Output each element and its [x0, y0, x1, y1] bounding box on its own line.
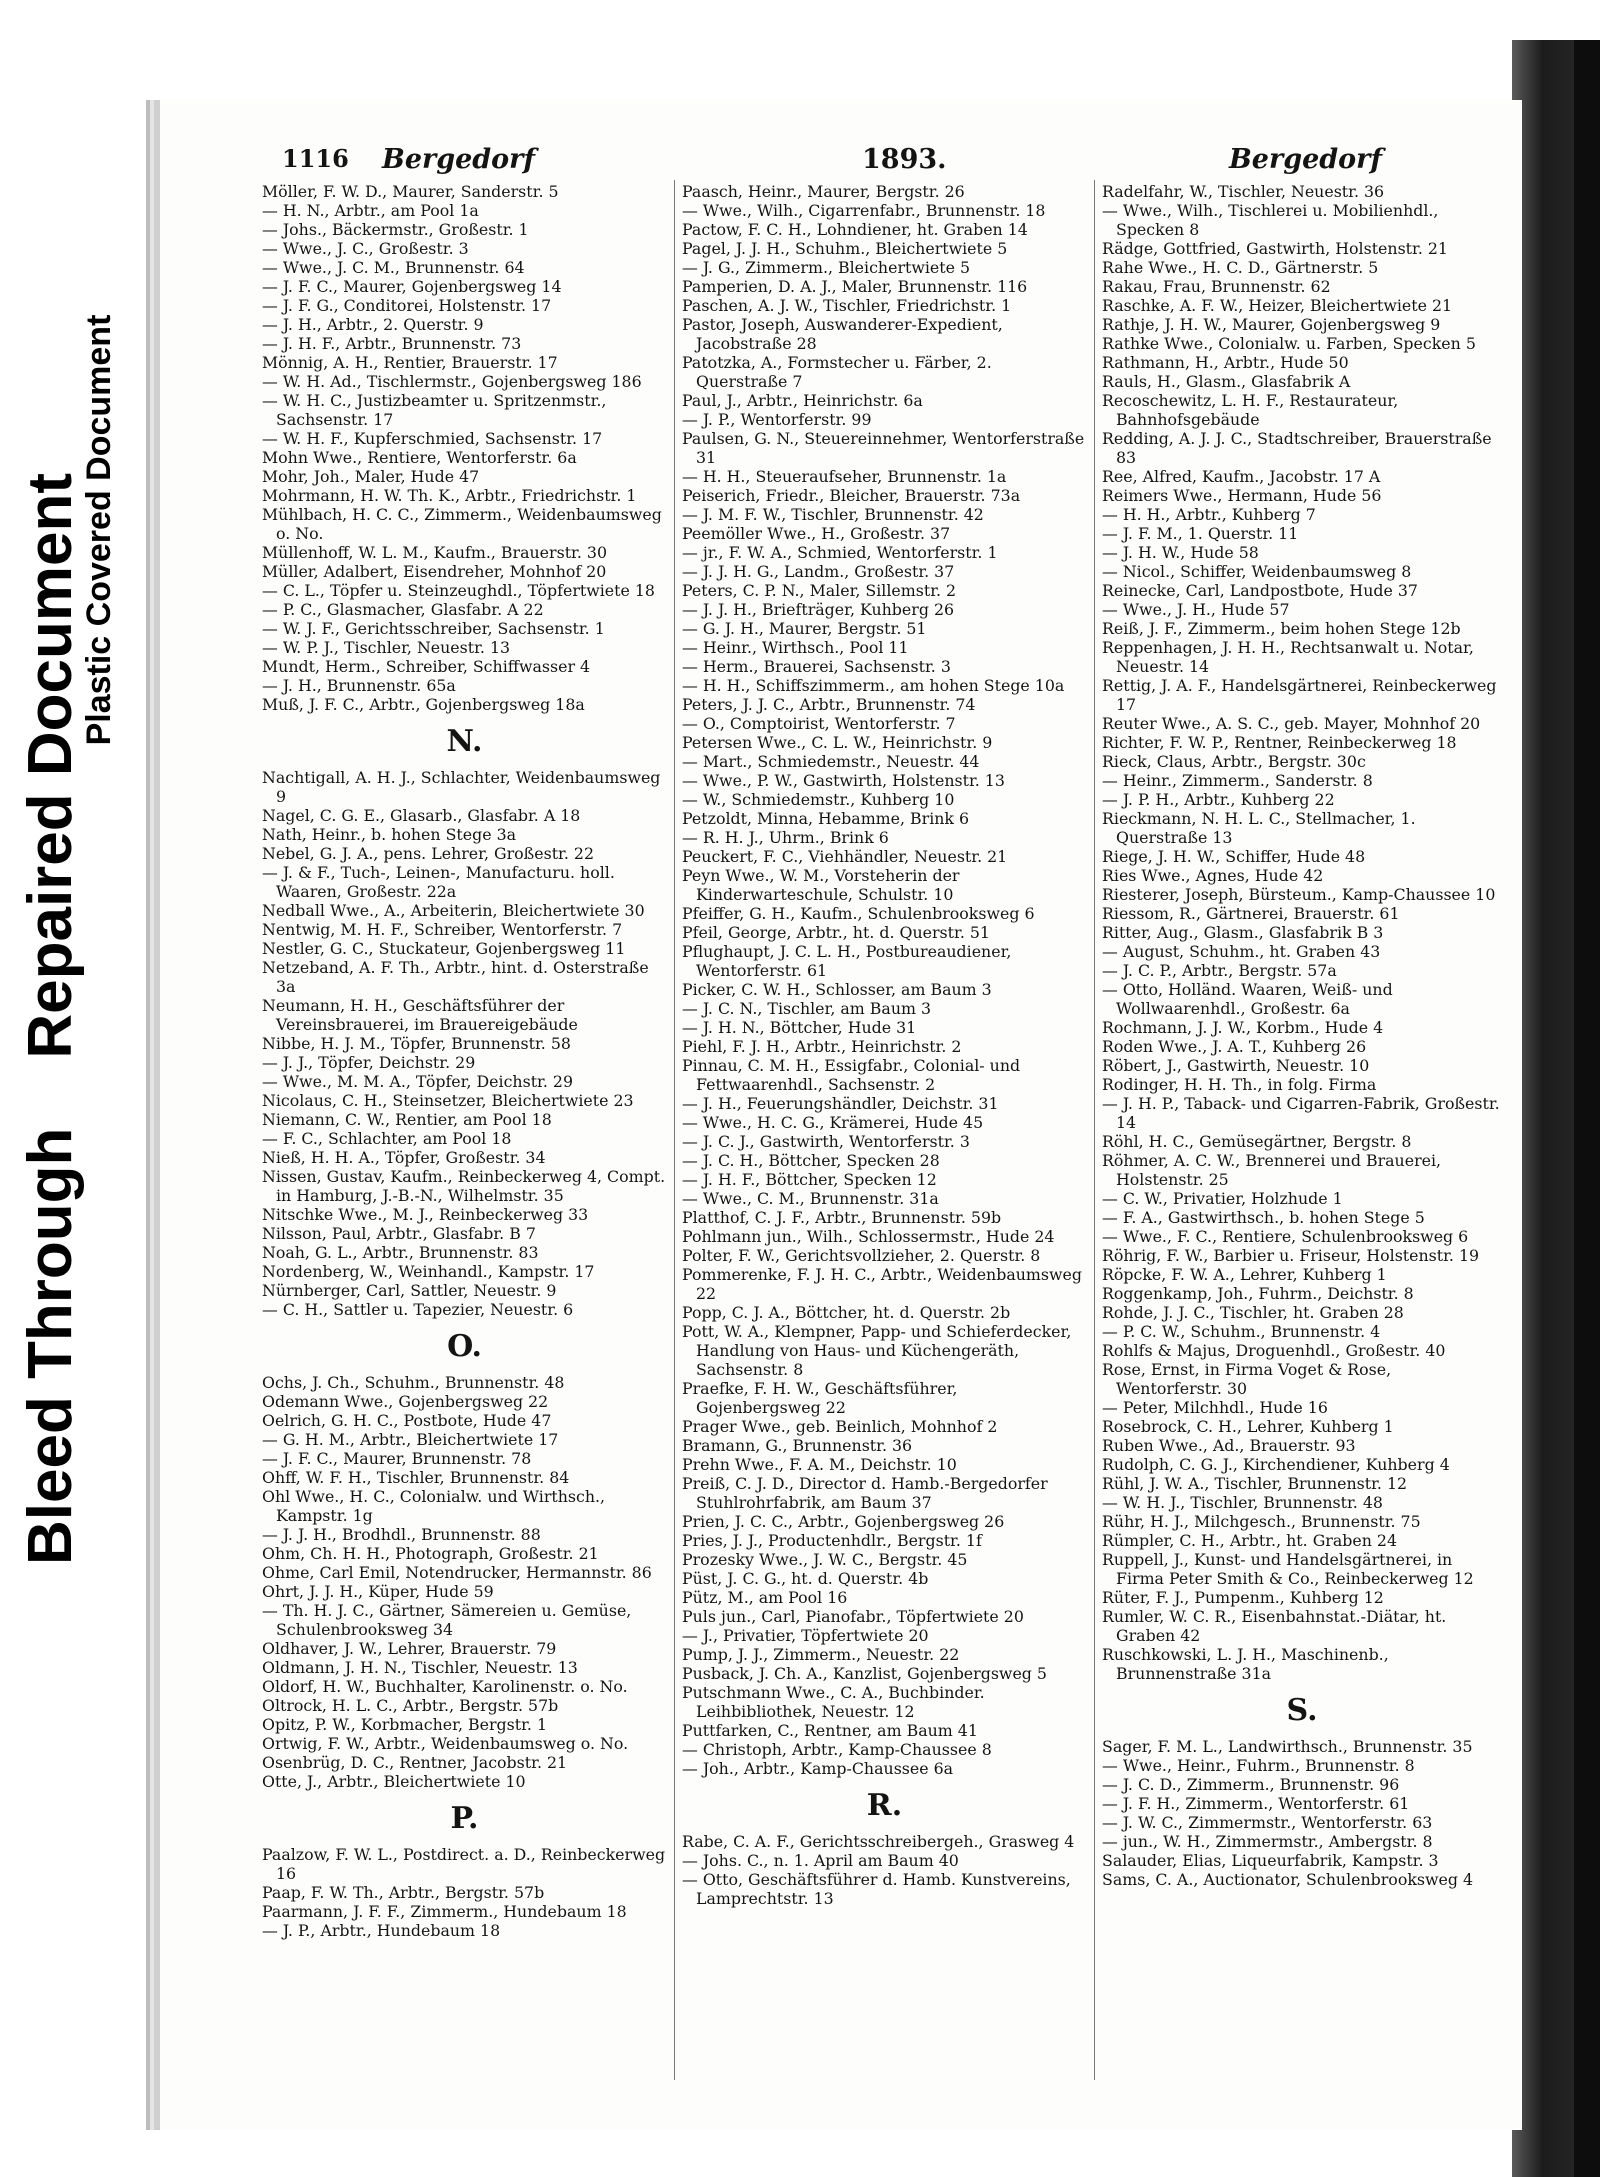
directory-entry: — Wwe., F. C., Rentiere, Schulenbrooksweg 6 — [1102, 1227, 1469, 1246]
directory-entry: Rodinger, H. H. Th., in folg. Firma — [1102, 1075, 1377, 1094]
directory-entry: Röbert, J., Gastwirth, Neuestr. 10 — [1102, 1056, 1370, 1075]
head-title-left: Bergedorf — [382, 144, 536, 175]
directory-entry: — J. C. H., Böttcher, Specken 28 — [682, 1151, 940, 1170]
directory-entry: — O., Comptoirist, Wentorferstr. 7 — [682, 714, 956, 733]
directory-entry: — C. L., Töpfer u. Steinzeughdl., Töpfertwiete 18 — [262, 581, 655, 600]
directory-entry: Rathmann, H., Arbtr., Hude 50 — [1102, 353, 1349, 372]
directory-entry: Niemann, C. W., Rentier, am Pool 18 — [262, 1110, 552, 1129]
directory-entry: Rohlfs & Majus, Droguenhdl., Großestr. 40 — [1102, 1341, 1446, 1360]
directory-entry: — Wwe., C. M., Brunnenstr. 31a — [682, 1189, 939, 1208]
directory-entry: Pinnau, C. M. H., Essigfabr., Colonial- und Fettwaarenhdl., Sachsenstr. 2 — [682, 1056, 1021, 1094]
directory-entry: Noah, G. L., Arbtr., Brunnenstr. 83 — [262, 1243, 539, 1262]
directory-entry: Paap, F. W. Th., Arbtr., Bergstr. 57b — [262, 1883, 545, 1902]
directory-entry: Reuter Wwe., A. S. C., geb. Mayer, Mohnhof 20 — [1102, 714, 1481, 733]
directory-entry: Muß, J. F. C., Arbtr., Gojenbergsweg 18a — [262, 695, 585, 714]
directory-entry: — P. C. W., Schuhm., Brunnenstr. 4 — [1102, 1322, 1381, 1341]
directory-entry: Redding, A. J. J. C., Stadtschreiber, Brauerstraße 83 — [1102, 429, 1492, 467]
directory-entry: Rühr, H. J., Milchgesch., Brunnenstr. 75 — [1102, 1512, 1421, 1531]
directory-entry: Patotzka, A., Formstecher u. Färber, 2. Querstraße 7 — [682, 353, 992, 391]
directory-entry: — Heinr., Zimmerm., Sanderstr. 8 — [1102, 771, 1373, 790]
section-letter: P. — [450, 1801, 479, 1836]
directory-entry: — W. H. Ad., Tischlermstr., Gojenbergsweg 186 — [262, 372, 642, 391]
page-number: 1116 — [282, 144, 349, 173]
directory-entry: Prozesky Wwe., J. W. C., Bergstr. 45 — [682, 1550, 968, 1569]
directory-entry: — Wwe., Wilh., Tischlerei u. Mobilienhdl., Specken 8 — [1102, 201, 1439, 239]
directory-entry: Peyn Wwe., W. M., Vorsteherin der Kinderwarteschule, Schulstr. 10 — [682, 866, 960, 904]
directory-entry: Nagel, C. G. E., Glasarb., Glasfabr. A 18 — [262, 806, 581, 825]
side-label-plastic: Plastic Covered Document — [80, 314, 118, 746]
directory-entry: Paschen, A. J. W., Tischler, Friedrichstr. 1 — [682, 296, 1012, 315]
directory-entry: Bramann, G., Brunnenstr. 36 — [682, 1436, 913, 1455]
directory-entry: Pott, W. A., Klempner, Papp- und Schieferdecker, Handlung von Haus- und Küchengeräth, Sachsenstr. 8 — [682, 1322, 1072, 1379]
directory-entry: — J. H. W., Hude 58 — [1102, 543, 1259, 562]
directory-entry: Preiß, C. J. D., Director d. Hamb.-Bergedorfer Stuhlrohrfabrik, am Baum 37 — [682, 1474, 1048, 1512]
directory-entry: — H. N., Arbtr., am Pool 1a — [262, 201, 479, 220]
directory-entry: Müller, Adalbert, Eisendreher, Mohnhof 20 — [262, 562, 607, 581]
directory-entry: — J. J. H. G., Landm., Großestr. 37 — [682, 562, 955, 581]
directory-entry: — J. C. D., Zimmerm., Brunnenstr. 96 — [1102, 1775, 1400, 1794]
directory-entry: Rumler, W. C. R., Eisenbahnstat.-Diätar, ht. Graben 42 — [1102, 1607, 1447, 1645]
directory-entry: Nicolaus, C. H., Steinsetzer, Bleichertwiete 23 — [262, 1091, 634, 1110]
directory-entry: Rathke Wwe., Colonialw. u. Farben, Specken 5 — [1102, 334, 1476, 353]
directory-entry: — P. C., Glasmacher, Glasfabr. A 22 — [262, 600, 544, 619]
directory-entry: Mohrmann, H. W. Th. K., Arbtr., Friedrichstr. 1 — [262, 486, 637, 505]
directory-entry: Reinecke, Carl, Landpostbote, Hude 37 — [1102, 581, 1418, 600]
directory-entry: Pusback, J. Ch. A., Kanzlist, Gojenbergsweg 5 — [682, 1664, 1047, 1683]
directory-entry: Paulsen, G. N., Steuereinnehmer, Wentorferstraße 31 — [682, 429, 1085, 467]
directory-entry: Riesterer, Joseph, Bürsteum., Kamp-Chaussee 10 — [1102, 885, 1496, 904]
directory-entry: Reimers Wwe., Hermann, Hude 56 — [1102, 486, 1382, 505]
directory-entry: Oelrich, G. H. C., Postbote, Hude 47 — [262, 1411, 552, 1430]
directory-entry: Prager Wwe., geb. Beinlich, Mohnhof 2 — [682, 1417, 998, 1436]
directory-entry: Ruschkowski, L. J. H., Maschinenb., Brunnenstraße 31a — [1102, 1645, 1389, 1683]
directory-entry: Nürnberger, Carl, Sattler, Neuestr. 9 — [262, 1281, 557, 1300]
directory-entry: Nieß, H. H. A., Töpfer, Großestr. 34 — [262, 1148, 546, 1167]
directory-entry: — W. J. F., Gerichtsschreiber, Sachsenstr. 1 — [262, 619, 605, 638]
directory-entry: Sager, F. M. L., Landwirthsch., Brunnenstr. 35 — [1102, 1737, 1473, 1756]
directory-entry: — R. H. J., Uhrm., Brink 6 — [682, 828, 889, 847]
directory-entry: Picker, C. W. H., Schlosser, am Baum 3 — [682, 980, 992, 999]
directory-entry: Rahe Wwe., H. C. D., Gärtnerstr. 5 — [1102, 258, 1379, 277]
directory-entry: Pactow, F. C. H., Lohndiener, ht. Graben 14 — [682, 220, 1028, 239]
directory-entry: Röhmer, A. C. W., Brennerei und Brauerei, Holstenstr. 25 — [1102, 1151, 1442, 1189]
directory-entry: — Wwe., Wilh., Cigarrenfabr., Brunnenstr. 18 — [682, 201, 1046, 220]
directory-entry: Nath, Heinr., b. hohen Stege 3a — [262, 825, 517, 844]
directory-entry: Recoschewitz, L. H. F., Restaurateur, Bahnhofsgebäude — [1102, 391, 1399, 429]
directory-entry: Mühlbach, H. C. C., Zimmerm., Weidenbaumsweg o. No. — [262, 505, 662, 543]
directory-entry: Netzeband, A. F. Th., Arbtr., hint. d. Osterstraße 3a — [262, 958, 649, 996]
scanner-shadow-edge — [1574, 40, 1600, 2177]
directory-entry: — Wwe., H. C. G., Krämerei, Hude 45 — [682, 1113, 984, 1132]
directory-entry: Sams, C. A., Auctionator, Schulenbrooksweg 4 — [1102, 1870, 1474, 1889]
directory-entry: — Peter, Milchhdl., Hude 16 — [1102, 1398, 1328, 1417]
directory-entry: Mohn Wwe., Rentiere, Wentorferstr. 6a — [262, 448, 577, 467]
directory-entry: Peters, C. P. N., Maler, Sillemstr. 2 — [682, 581, 957, 600]
directory-entry: Ruben Wwe., Ad., Brauerstr. 93 — [1102, 1436, 1356, 1455]
directory-entry: Ochs, J. Ch., Schuhm., Brunnenstr. 48 — [262, 1373, 565, 1392]
directory-entry: — J. H. F., Böttcher, Specken 12 — [682, 1170, 937, 1189]
directory-entry: Ohm, Ch. H. H., Photograph, Großestr. 21 — [262, 1544, 599, 1563]
directory-entry: Odemann Wwe., Gojenbergsweg 22 — [262, 1392, 549, 1411]
directory-entry: Mohr, Joh., Maler, Hude 47 — [262, 467, 480, 486]
directory-entry: — Wwe., J. C., Großestr. 3 — [262, 239, 469, 258]
directory-entry: Pohlmann jun., Wilh., Schlossermstr., Hude 24 — [682, 1227, 1055, 1246]
directory-entry: — Joh., Arbtr., Kamp-Chaussee 6a — [682, 1759, 954, 1778]
column-rule — [674, 180, 675, 2080]
directory-entry: Peters, J. J. C., Arbtr., Brunnenstr. 74 — [682, 695, 976, 714]
directory-entry: Puttfarken, C., Rentner, am Baum 41 — [682, 1721, 978, 1740]
directory-entry: — Otto, Geschäftsführer d. Hamb. Kunstvereins, Lamprechtstr. 13 — [682, 1870, 1071, 1908]
directory-entry: — J. H. F., Arbtr., Brunnenstr. 73 — [262, 334, 522, 353]
side-label-spacer — [16, 1076, 85, 1110]
directory-entry: Ries Wwe., Agnes, Hude 42 — [1102, 866, 1324, 885]
directory-entry: Nibbe, H. J. M., Töpfer, Brunnenstr. 58 — [262, 1034, 571, 1053]
directory-entry: — Johs., Bäckermstr., Großestr. 1 — [262, 220, 529, 239]
directory-entry: Rakau, Frau, Brunnenstr. 62 — [1102, 277, 1331, 296]
directory-entry: — J. C. N., Tischler, am Baum 3 — [682, 999, 932, 1018]
directory-entry: Mundt, Herm., Schreiber, Schiffwasser 4 — [262, 657, 591, 676]
directory-entry: — J. J. H., Brodhdl., Brunnenstr. 88 — [262, 1525, 541, 1544]
directory-entry: Rettig, J. A. F., Handelsgärtnerei, Reinbeckerweg 17 — [1102, 676, 1497, 714]
directory-entry: Ohl Wwe., H. C., Colonialw. und Wirthsch., Kampstr. 1g — [262, 1487, 606, 1525]
directory-entry: Prien, J. C. C., Arbtr., Gojenbergsweg 26 — [682, 1512, 1005, 1531]
directory-entry: Richter, F. W. P., Rentner, Reinbeckerweg 18 — [1102, 733, 1457, 752]
directory-entry: — Th. H. J. C., Gärtner, Sämereien u. Gemüse, Schulenbrooksweg 34 — [262, 1601, 632, 1639]
directory-entry: — J. J. H., Briefträger, Kuhberg 26 — [682, 600, 955, 619]
directory-entry: Püst, J. C. G., ht. d. Querstr. 4b — [682, 1569, 929, 1588]
directory-entry: — jr., F. W. A., Schmied, Wentorferstr. 1 — [682, 543, 998, 562]
directory-entry: — J. G., Zimmerm., Bleichertwiete 5 — [682, 258, 971, 277]
directory-entry: Möller, F. W. D., Maurer, Sanderstr. 5 — [262, 182, 559, 201]
directory-entry: Nestler, G. C., Stuckateur, Gojenbergsweg 11 — [262, 939, 626, 958]
directory-entry: Röhrig, F. W., Barbier u. Friseur, Holstenstr. 19 — [1102, 1246, 1480, 1265]
directory-entry: — Wwe., Heinr., Fuhrm., Brunnenstr. 8 — [1102, 1756, 1415, 1775]
directory-entry: Pfeil, George, Arbtr., ht. d. Querstr. 51 — [682, 923, 990, 942]
directory-entry: Mönnig, A. H., Rentier, Brauerstr. 17 — [262, 353, 558, 372]
directory-entry: — G. J. H., Maurer, Bergstr. 51 — [682, 619, 927, 638]
directory-entry: Rochmann, J. J. W., Korbm., Hude 4 — [1102, 1018, 1384, 1037]
directory-entry: Popp, C. J. A., Böttcher, ht. d. Querstr. 2b — [682, 1303, 1011, 1322]
directory-entry: — W. H. F., Kupferschmied, Sachsenstr. 17 — [262, 429, 603, 448]
directory-entry: — J. H., Brunnenstr. 65a — [262, 676, 456, 695]
directory-entry: — J. H. N., Böttcher, Hude 31 — [682, 1018, 917, 1037]
directory-entry: Peuckert, F. C., Viehhändler, Neuestr. 21 — [682, 847, 1008, 866]
directory-entry: Peemöller Wwe., H., Großestr. 37 — [682, 524, 951, 543]
side-label-bleed: Bleed Through — [16, 1127, 85, 1565]
directory-entry: Rümpler, C. H., Arbtr., ht. Graben 24 — [1102, 1531, 1398, 1550]
directory-entry: — J. F. H., Zimmerm., Wentorferstr. 61 — [1102, 1794, 1410, 1813]
directory-entry: Pastor, Joseph, Auswanderer-Expedient, Jacobstraße 28 — [682, 315, 1003, 353]
directory-entry: — J. F. C., Maurer, Brunnenstr. 78 — [262, 1449, 532, 1468]
column-rule — [1094, 180, 1095, 2080]
directory-entry: — W. H. C., Justizbeamter u. Spritzenmstr., Sachsenstr. 17 — [262, 391, 607, 429]
directory-entry: — J. P., Wentorferstr. 99 — [682, 410, 872, 429]
running-head — [282, 144, 1382, 184]
directory-entry: Ree, Alfred, Kaufm., Jacobstr. 17 A — [1102, 467, 1381, 486]
directory-entry: Reiß, J. F., Zimmerm., beim hohen Stege 12b — [1102, 619, 1461, 638]
directory-entry: Rathje, J. H. W., Maurer, Gojenbergsweg 9 — [1102, 315, 1441, 334]
directory-entry: Rädge, Gottfried, Gastwirth, Holstenstr. 21 — [1102, 239, 1448, 258]
directory-entry: — J. M. F. W., Tischler, Brunnenstr. 42 — [682, 505, 984, 524]
directory-entry: Pflughaupt, J. C. L. H., Postbureaudiener, Wentorferstr. 61 — [682, 942, 1012, 980]
directory-entry: — F. C., Schlachter, am Pool 18 — [262, 1129, 512, 1148]
directory-entry: Nilsson, Paul, Arbtr., Glasfabr. B 7 — [262, 1224, 536, 1243]
directory-entry: Paul, J., Arbtr., Heinrichstr. 6a — [682, 391, 923, 410]
directory-entry: Radelfahr, W., Tischler, Neuestr. 36 — [1102, 182, 1385, 201]
directory-entry: Riessom, R., Gärtnerei, Brauerstr. 61 — [1102, 904, 1400, 923]
directory-entry: Otte, J., Arbtr., Bleichertwiete 10 — [262, 1772, 526, 1791]
directory-entry: Pagel, J. J. H., Schuhm., Bleichertwiete 5 — [682, 239, 1008, 258]
directory-entry: Raschke, A. F. W., Heizer, Bleichertwiete 21 — [1102, 296, 1453, 315]
directory-column-1 — [262, 182, 667, 2082]
directory-entry: — C. W., Privatier, Holzhude 1 — [1102, 1189, 1343, 1208]
section-letter: S. — [1286, 1693, 1318, 1728]
directory-entry: — J. F. M., 1. Querstr. 11 — [1102, 524, 1299, 543]
directory-entry: Polter, F. W., Gerichtsvollzieher, 2. Querstr. 8 — [682, 1246, 1041, 1265]
directory-entry: Ohff, W. F. H., Tischler, Brunnenstr. 84 — [262, 1468, 570, 1487]
directory-entry: — H. H., Arbtr., Kuhberg 7 — [1102, 505, 1316, 524]
section-letter: N. — [446, 724, 483, 759]
directory-entry: Rüter, F. J., Pumpenm., Kuhberg 12 — [1102, 1588, 1384, 1607]
directory-entry: Oldmann, J. H. N., Tischler, Neuestr. 13 — [262, 1658, 578, 1677]
directory-entry: — J. F. C., Maurer, Gojenbergsweg 14 — [262, 277, 562, 296]
directory-entry: Müllenhoff, W. L. M., Kaufm., Brauerstr. 30 — [262, 543, 608, 562]
directory-entry: Salauder, Elias, Liqueurfabrik, Kampstr. 3 — [1102, 1851, 1439, 1870]
directory-entry: Roden Wwe., J. A. T., Kuhberg 26 — [1102, 1037, 1367, 1056]
directory-entry: Paasch, Heinr., Maurer, Bergstr. 26 — [682, 182, 965, 201]
directory-entry: Röhl, H. C., Gemüsegärtner, Bergstr. 8 — [1102, 1132, 1412, 1151]
head-title-right: Bergedorf — [1228, 144, 1382, 175]
directory-entry: Piehl, F. J. H., Arbtr., Heinrichstr. 2 — [682, 1037, 962, 1056]
directory-entry: Ohrt, J. J. H., Küper, Hude 59 — [262, 1582, 494, 1601]
directory-entry: — W. H. J., Tischler, Brunnenstr. 48 — [1102, 1493, 1383, 1512]
head-year: 1893. — [862, 144, 947, 175]
directory-entry: Rauls, H., Glasm., Glasfabrik A — [1102, 372, 1351, 391]
directory-entry: — J. F. G., Conditorei, Holstenstr. 17 — [262, 296, 552, 315]
directory-entry: Puls jun., Carl, Pianofabr., Töpfertwiete 20 — [682, 1607, 1024, 1626]
directory-entry: Oltrock, H. L. C., Arbtr., Bergstr. 57b — [262, 1696, 559, 1715]
directory-entry: — Heinr., Wirthsch., Pool 11 — [682, 638, 909, 657]
directory-entry: Ritter, Aug., Glasm., Glasfabrik B 3 — [1102, 923, 1384, 942]
directory-entry: — W. P. J., Tischler, Neuestr. 13 — [262, 638, 511, 657]
directory-entry: — Herm., Brauerei, Sachsenstr. 3 — [682, 657, 951, 676]
directory-entry: Ruppell, J., Kunst- und Handelsgärtnerei, in Firma Peter Smith & Co., Reinbeckerweg 12 — [1102, 1550, 1474, 1588]
directory-entry: — F. A., Gastwirthsch., b. hohen Stege 5 — [1102, 1208, 1425, 1227]
directory-entry: Nebel, G. J. A., pens. Lehrer, Großestr. 22 — [262, 844, 594, 863]
directory-entry: Rudolph, C. G. J., Kirchendiener, Kuhberg 4 — [1102, 1455, 1450, 1474]
directory-entry: Platthof, C. J. F., Arbtr., Brunnenstr. 59b — [682, 1208, 1002, 1227]
directory-entry: — H. H., Schiffszimmerm., am hohen Stege 10a — [682, 676, 1065, 695]
directory-entry: Opitz, P. W., Korbmacher, Bergstr. 1 — [262, 1715, 547, 1734]
directory-entry: Rieck, Claus, Arbtr., Bergstr. 30c — [1102, 752, 1366, 771]
directory-entry: — Otto, Holländ. Waaren, Weiß- und Wollwaarenhdl., Großestr. 6a — [1102, 980, 1393, 1018]
directory-entry: Putschmann Wwe., C. A., Buchbinder. Leihbibliothek, Neuestr. 12 — [682, 1683, 985, 1721]
directory-entry: Petzoldt, Minna, Hebamme, Brink 6 — [682, 809, 970, 828]
directory-entry: Rabe, C. A. F., Gerichtsschreibergeh., Grasweg 4 — [682, 1832, 1075, 1851]
directory-entry: Pommerenke, F. J. H. C., Arbtr., Weidenbaumsweg 22 — [682, 1265, 1082, 1303]
directory-entry: — J. J., Töpfer, Deichstr. 29 — [262, 1053, 476, 1072]
directory-entry: Oldorf, H. W., Buchhalter, Karolinenstr. o. No. — [262, 1677, 628, 1696]
directory-entry: Rosebrock, C. H., Lehrer, Kuhberg 1 — [1102, 1417, 1394, 1436]
directory-entry: Rühl, J. W. A., Tischler, Brunnenstr. 12 — [1102, 1474, 1408, 1493]
directory-entry: Petersen Wwe., C. L. W., Heinrichstr. 9 — [682, 733, 993, 752]
directory-entry: Pamperien, D. A. J., Maler, Brunnenstr. 116 — [682, 277, 1028, 296]
directory-entry: — Wwe., J. H., Hude 57 — [1102, 600, 1290, 619]
directory-entry: Nedball Wwe., A., Arbeiterin, Bleichertwiete 30 — [262, 901, 645, 920]
directory-entry: — G. H. M., Arbtr., Bleichertwiete 17 — [262, 1430, 559, 1449]
directory-entry: Osenbrüg, D. C., Rentner, Jacobstr. 21 — [262, 1753, 568, 1772]
directory-entry: Paarmann, J. F. F., Zimmerm., Hundebaum 18 — [262, 1902, 627, 1921]
directory-entry: — J. H., Arbtr., 2. Querstr. 9 — [262, 315, 484, 334]
directory-entry: — J. C. P., Arbtr., Bergstr. 57a — [1102, 961, 1337, 980]
directory-entry: — J. P., Arbtr., Hundebaum 18 — [262, 1921, 501, 1940]
directory-entry: Rose, Ernst, in Firma Voget & Rose, Wentorferstr. 30 — [1102, 1360, 1392, 1398]
directory-entry: Pütz, M., am Pool 16 — [682, 1588, 848, 1607]
directory-entry: Pfeiffer, G. H., Kaufm., Schulenbrooksweg 6 — [682, 904, 1035, 923]
directory-entry: Paalzow, F. W. L., Postdirect. a. D., Reinbeckerweg 16 — [262, 1845, 666, 1883]
directory-entry: — W., Schmiedemstr., Kuhberg 10 — [682, 790, 955, 809]
directory-entry: — Nicol., Schiffer, Weidenbaumsweg 8 — [1102, 562, 1412, 581]
directory-entry: Röpcke, F. W. A., Lehrer, Kuhberg 1 — [1102, 1265, 1387, 1284]
directory-entry: Rohde, J. J. C., Tischler, ht. Graben 28 — [1102, 1303, 1404, 1322]
directory-entry: — Johs. C., n. 1. April am Baum 40 — [682, 1851, 959, 1870]
directory-entry: Neumann, H. H., Geschäftsführer der Vereinsbrauerei, im Brauereigebäude — [262, 996, 578, 1034]
directory-entry: Ohme, Carl Emil, Notendrucker, Hermannstr. 86 — [262, 1563, 652, 1582]
directory-entry: Peiserich, Friedr., Bleicher, Brauerstr. 73a — [682, 486, 1021, 505]
directory-entry: — J., Privatier, Töpfertwiete 20 — [682, 1626, 929, 1645]
directory-entry: — J. P. H., Arbtr., Kuhberg 22 — [1102, 790, 1335, 809]
directory-column-2 — [682, 182, 1087, 2082]
directory-entry: Nentwig, M. H. F., Schreiber, Wentorferstr. 7 — [262, 920, 623, 939]
directory-entry: Roggenkamp, Joh., Fuhrm., Deichstr. 8 — [1102, 1284, 1414, 1303]
side-label-repaired: Repaired Document — [16, 472, 85, 1059]
directory-entry: Nordenberg, W., Weinhandl., Kampstr. 17 — [262, 1262, 595, 1281]
directory-entry: Pump, J. J., Zimmerm., Neuestr. 22 — [682, 1645, 960, 1664]
directory-column-3 — [1102, 182, 1502, 2082]
directory-entry: — J. W. C., Zimmermstr., Wentorferstr. 63 — [1102, 1813, 1433, 1832]
directory-entry: Nachtigall, A. H. J., Schlachter, Weidenbaumsweg 9 — [262, 768, 661, 806]
directory-entry: — Wwe., J. C. M., Brunnenstr. 64 — [262, 258, 525, 277]
directory-entry: Pries, J. J., Productenhdlr., Bergstr. 1f — [682, 1531, 982, 1550]
directory-entry: Nitschke Wwe., M. J., Reinbeckerweg 33 — [262, 1205, 589, 1224]
directory-entry: — Wwe., M. M. A., Töpfer, Deichstr. 29 — [262, 1072, 574, 1091]
directory-entry: Reppenhagen, J. H. H., Rechtsanwalt u. Notar, Neuestr. 14 — [1102, 638, 1474, 676]
directory-entry: — Wwe., P. W., Gastwirth, Holstenstr. 13 — [682, 771, 1005, 790]
directory-entry: Nissen, Gustav, Kaufm., Reinbeckerweg 4, Compt. in Hamburg, J.-B.-N., Wilhelmstr. 35 — [262, 1167, 666, 1205]
directory-entry: Prehn Wwe., F. A. M., Deichstr. 10 — [682, 1455, 957, 1474]
section-letter: R. — [866, 1788, 903, 1823]
directory-entry: Ortwig, F. W., Arbtr., Weidenbaumsweg o. No. — [262, 1734, 629, 1753]
directory-entry: — J. H., Feuerungshändler, Deichstr. 31 — [682, 1094, 999, 1113]
directory-entry: — J. H. P., Taback- und Cigarren-Fabrik, Großestr. 14 — [1102, 1094, 1500, 1132]
section-letter: O. — [447, 1329, 482, 1364]
directory-entry: — Mart., Schmiedemstr., Neuestr. 44 — [682, 752, 980, 771]
directory-entry: Oldhaver, J. W., Lehrer, Brauerstr. 79 — [262, 1639, 557, 1658]
directory-entry: — J. & F., Tuch-, Leinen-, Manufacturu. holl. Waaren, Großestr. 22a — [262, 863, 615, 901]
directory-entry: — Christoph, Arbtr., Kamp-Chaussee 8 — [682, 1740, 992, 1759]
directory-entry: — August, Schuhm., ht. Graben 43 — [1102, 942, 1381, 961]
directory-entry: — jun., W. H., Zimmermstr., Ambergstr. 8 — [1102, 1832, 1433, 1851]
directory-entry: — C. H., Sattler u. Tapezier, Neuestr. 6 — [262, 1300, 574, 1319]
directory-entry: Rieckmann, N. H. L. C., Stellmacher, 1. Querstraße 13 — [1102, 809, 1416, 847]
directory-entry: Riege, J. H. W., Schiffer, Hude 48 — [1102, 847, 1366, 866]
directory-entry: — J. C. J., Gastwirth, Wentorferstr. 3 — [682, 1132, 970, 1151]
directory-entry: — H. H., Steueraufseher, Brunnenstr. 1a — [682, 467, 1007, 486]
directory-entry: Praefke, F. H. W., Geschäftsführer, Gojenbergsweg 22 — [682, 1379, 958, 1417]
